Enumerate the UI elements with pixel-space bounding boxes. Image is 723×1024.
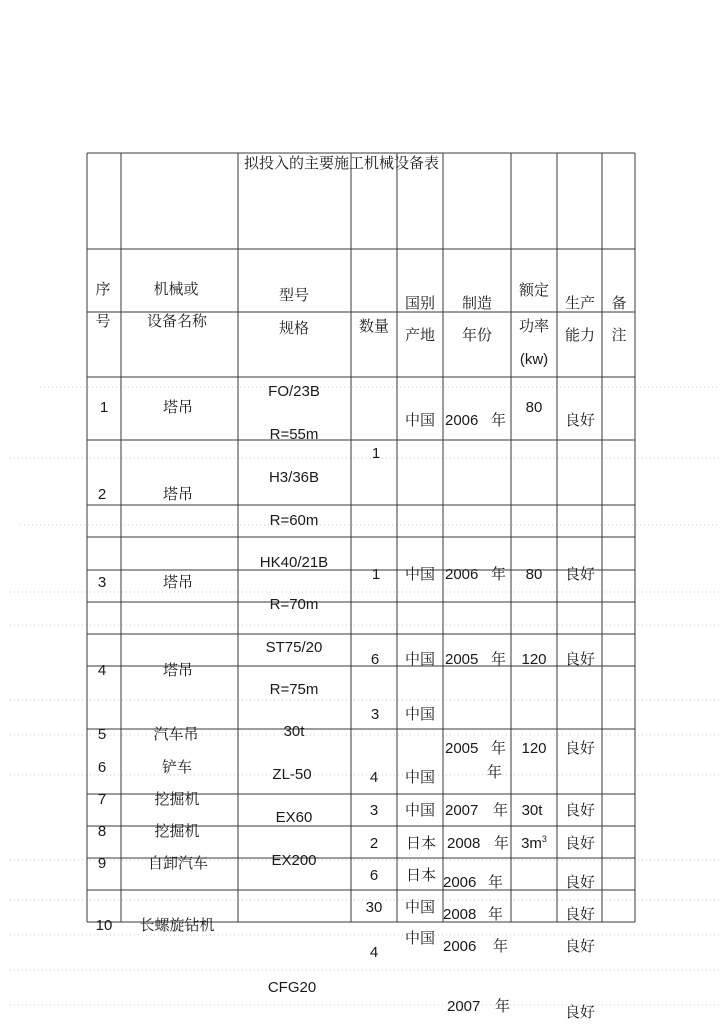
row2-name: 塔吊 xyxy=(162,486,194,503)
row4-seq: 4 xyxy=(97,662,107,679)
extra-qty: 4 xyxy=(369,944,379,961)
header-name-line1: 机械或 xyxy=(153,281,199,298)
header-year-line2: 年份 xyxy=(461,327,493,344)
row4-qty: 6 xyxy=(370,651,380,668)
row1-qty: 1 xyxy=(371,445,381,462)
row10-year-unit: 年 xyxy=(488,906,504,923)
row1-year: 2006 xyxy=(445,412,479,429)
header-qty: 数量 xyxy=(358,318,390,335)
row6-qty: 4 xyxy=(369,769,379,786)
extra-year: 2006 xyxy=(443,938,477,955)
header-remark-line2: 注 xyxy=(611,327,627,344)
extra-capacity: 良好 xyxy=(564,938,596,955)
row8-power-exponent: 3 xyxy=(541,834,547,844)
row8-year: 2008 xyxy=(447,835,481,852)
row3-seq: 3 xyxy=(97,574,107,591)
row6-origin: 中国 xyxy=(404,769,436,786)
row4-spec: R=75m xyxy=(269,681,319,698)
row1-model: FO/23B xyxy=(268,383,320,400)
row5-model: 30t xyxy=(283,723,305,740)
row9-name: 自卸汽车 xyxy=(147,855,209,872)
row4-origin: 中国 xyxy=(404,651,436,668)
row3-origin: 中国 xyxy=(404,566,436,583)
extra-model: CFG20 xyxy=(267,979,317,996)
header-year-line1: 制造 xyxy=(461,295,493,312)
row8-model: EX200 xyxy=(271,852,317,869)
row4-model: ST75/20 xyxy=(265,639,323,656)
header-seq-line2: 号 xyxy=(95,313,111,330)
row3-spec: R=70m xyxy=(269,596,319,613)
row10-qty: 30 xyxy=(365,899,383,916)
row10-seq: 10 xyxy=(95,917,113,934)
row5-origin: 中国 xyxy=(404,706,436,723)
row1-origin: 中国 xyxy=(404,412,436,429)
row5-qty: 3 xyxy=(370,706,380,723)
row5-name: 汽车吊 xyxy=(153,726,199,743)
row7-year-unit: 年 xyxy=(493,802,509,819)
extra-year-unit: 年 xyxy=(493,938,509,955)
row8-power-value: 3m xyxy=(521,835,542,852)
row7-capacity: 良好 xyxy=(564,802,596,819)
row7-seq: 7 xyxy=(97,791,107,808)
extra-origin: 中国 xyxy=(404,930,436,947)
row8-capacity: 良好 xyxy=(564,835,596,852)
header-name-line2: 设备名称 xyxy=(146,313,208,330)
row6-seq: 6 xyxy=(97,759,107,776)
header-seq-line1: 序 xyxy=(95,281,111,298)
row5-seq: 5 xyxy=(97,726,107,743)
row1-seq: 1 xyxy=(99,399,109,416)
row5-year-unit: 年 xyxy=(491,740,507,757)
row7-year: 2007 xyxy=(445,802,479,819)
row10-year: 2008 xyxy=(443,906,477,923)
header-power-line1: 额定 xyxy=(518,282,550,299)
row7-power: 30t xyxy=(521,802,543,819)
extra-capacity2: 良好 xyxy=(564,1004,596,1021)
row1-spec: R=55m xyxy=(269,426,319,443)
row1-capacity: 良好 xyxy=(564,412,596,429)
row4-name: 塔吊 xyxy=(162,662,194,679)
row4-capacity: 良好 xyxy=(564,651,596,668)
header-origin-line1: 国别 xyxy=(404,295,436,312)
header-capacity-line2: 能力 xyxy=(564,327,596,344)
row3-capacity: 良好 xyxy=(564,566,596,583)
row2-spec: R=60m xyxy=(269,512,319,529)
row7-qty: 3 xyxy=(369,802,379,819)
row6-model: ZL-50 xyxy=(272,766,312,783)
row9-capacity: 良好 xyxy=(564,874,596,891)
row7-name: 挖掘机 xyxy=(154,791,200,808)
row3-power: 80 xyxy=(525,566,543,583)
row7-model: EX60 xyxy=(275,809,313,826)
row10-capacity: 良好 xyxy=(564,906,596,923)
row10-origin: 中国 xyxy=(404,899,436,916)
row8-power xyxy=(521,835,547,853)
row3-model: HK40/21B xyxy=(259,554,329,571)
extra-year2-unit: 年 xyxy=(495,998,511,1015)
row9-year-unit: 年 xyxy=(488,874,504,891)
row5-year: 2005 xyxy=(445,740,479,757)
row8-qty: 2 xyxy=(369,835,379,852)
row7-origin: 中国 xyxy=(404,802,436,819)
row1-power: 80 xyxy=(525,399,543,416)
row9-origin: 日本 xyxy=(405,867,437,884)
row9-seq: 9 xyxy=(97,855,107,872)
row3-qty: 1 xyxy=(371,566,381,583)
row2-seq: 2 xyxy=(97,486,107,503)
header-model-line2: 规格 xyxy=(278,320,310,337)
row10-name: 长螺旋钻机 xyxy=(139,917,215,934)
row1-name: 塔吊 xyxy=(162,399,194,416)
header-capacity-line1: 生产 xyxy=(564,295,596,312)
row5-capacity: 良好 xyxy=(564,740,596,757)
row9-qty: 6 xyxy=(369,867,379,884)
header-power-line2: 功率 xyxy=(518,318,550,335)
extra-year2: 2007 xyxy=(447,998,481,1015)
row8-name: 挖掘机 xyxy=(154,823,200,840)
row6-name: 铲车 xyxy=(161,759,193,776)
header-remark-line1: 备 xyxy=(611,295,627,312)
row4-year: 2005 xyxy=(445,651,479,668)
row5-power: 120 xyxy=(521,740,547,757)
header-power-unit: (kw) xyxy=(519,351,549,368)
row3-year: 2006 xyxy=(445,566,479,583)
row1-year-unit: 年 xyxy=(491,412,507,429)
row8-seq: 8 xyxy=(97,823,107,840)
row3-year-unit: 年 xyxy=(491,566,507,583)
row8-year-unit: 年 xyxy=(494,835,510,852)
row4-power: 120 xyxy=(521,651,547,668)
row6-year-unit: 年 xyxy=(487,764,503,781)
row2-model: H3/36B xyxy=(268,469,320,486)
row9-year: 2006 xyxy=(443,874,477,891)
row4-year-unit: 年 xyxy=(491,651,507,668)
row8-origin: 日本 xyxy=(405,835,437,852)
row3-name: 塔吊 xyxy=(162,574,194,591)
table-title: 拟投入的主要施工机械设备表 xyxy=(244,155,440,172)
header-model-line1: 型号 xyxy=(278,287,310,304)
header-origin-line2: 产地 xyxy=(404,327,436,344)
